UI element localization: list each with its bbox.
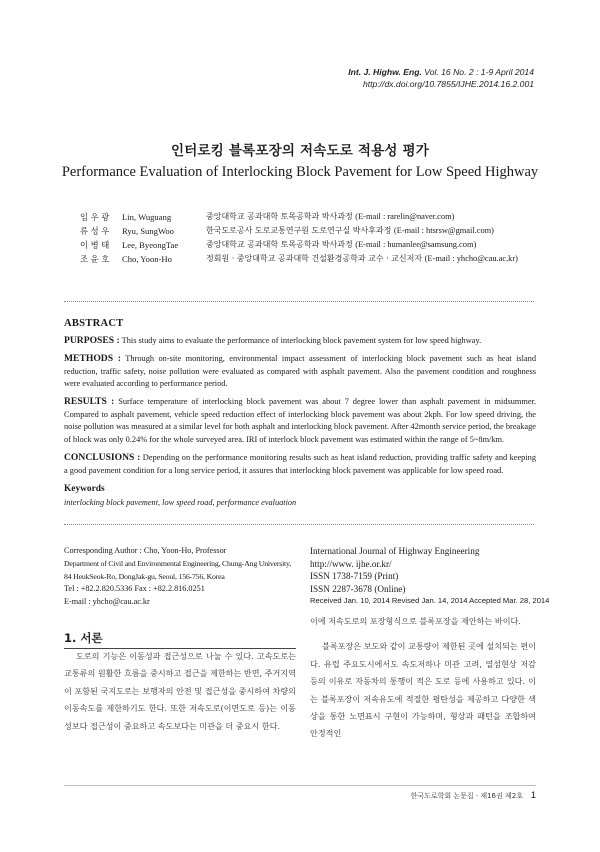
section-heading: 1. 서론 [64,631,103,645]
jinfo-line: ISSN 2287-3678 (Online) [310,583,406,594]
author-list [80,210,518,266]
jinfo-url[interactable]: http://www. ijhe.or.kr/ [310,558,392,569]
author-affiliation [206,252,518,266]
author-email: (E-mail : yhcho@cau.ac.kr) [424,254,518,263]
title-korean: 인터로킹 블록포장의 저속도로 적용성 평가 [171,143,429,159]
author-row [80,224,518,238]
affiliation-text: 중앙대학교 공과대학 토목공학과 박사과정 [206,240,353,249]
title-english: Performance Evaluation of Interlocking Block Pavement for Low Speed Highway [61,164,539,180]
body-column-left [64,648,296,735]
corr-line: Tel : +82.2.820.5336 Fax : +82.2.816.0251 [64,584,205,594]
journal-header [348,66,534,90]
author-name-ko: 임 우 광 [80,212,110,222]
footer-journal: 한국도로학회 논문집 · 제16권 제2호 [410,792,523,800]
methods-label: METHODS : [64,353,121,364]
corr-line: Corresponding Author : Cho, Yoon-Ho, Professor [64,546,227,555]
body-paragraph: 도로의 기능은 이동성과 접근성으로 나눌 수 있다. 고속도로는 교통류의 원활한 흐름을 중시하고 접근을 제한하는 반면, 주거지역이 포함된 국지도로는 보행자의 안전 및 접근성을 중시하여 차량의 이동속도를 제한하기도 한다. 또한 저속도로(이면도로 등)는 이동성보다 접근성이 중요하고 속도보다는 미관을 더 중요시 한다. [64,651,296,731]
keywords-heading: Keywords [64,484,105,494]
author-email: (E-mail : htsrsw@gmail.com) [393,226,494,235]
methods-text: Through on-site monitoring, environmental impact assessment of interlocking block pavement such as heat island reduction, traffic safety, noise pollution were evaluated as compared with asphalt pavement. Also the pavement condition and roughness were evaluated according to performance period. [64,354,536,389]
author-affiliation [206,238,476,252]
author-affiliation [206,224,494,238]
conclusions-text: Depending on the performance monitoring results such as heat island reduction, providing traffic safety and keeping a good pavement condition for a long service period, it assures that interlocking block pavement was applicable for low speed road. [64,453,537,475]
author-row [80,238,518,252]
author-name-ko: 조 윤 호 [80,254,110,264]
footer-rule [64,785,536,786]
purposes-text: This study aims to evaluate the performance of interlocking block pavement system for low speed highway. [121,336,482,345]
author-name-ko: 이 병 태 [80,240,110,250]
divider-dotted [64,524,534,525]
author-name-en: Cho, Yoon-Ho [122,254,172,264]
affiliation-text: 한국도로공사 도로교통연구원 도로연구실 박사후과정 [206,226,392,235]
abstract-conclusions [64,452,536,477]
author-row [80,210,518,224]
affiliation-text: 정회원 · 중앙대학교 공과대학 건설환경공학과 교수 · 교신저자 [206,254,423,263]
purposes-label: PURPOSES : [64,335,120,346]
conclusions-label: CONCLUSIONS : [64,452,141,463]
divider-dotted [64,301,534,302]
results-label: RESULTS : [64,396,115,407]
jinfo-line: International Journal of Highway Engineering [310,546,480,556]
journal-name: Int. J. Highw. Eng. [348,67,422,77]
journal-info [310,545,550,608]
corr-line: Department of Civil and Environmental Engineering, Chung-Ang University, [64,558,291,568]
body-paragraph: 이에 저속도로의 포장형식으로 블록포장을 제안하는 바이다. [310,616,521,626]
author-email: (E-mail : humanlee@samsung.com) [355,240,477,249]
abstract-methods [64,353,536,391]
journal-doi[interactable]: http://dx.doi.org/10.7855/IJHE.2014.16.2.001 [362,79,534,89]
page-number: 1 [530,790,536,800]
keywords-text: interlocking block pavement, low speed road, performance evaluation [64,498,297,507]
abstract-purposes [64,335,536,348]
corr-line: 84 HeukSeok-Ro, DongJak-gu, Seoul, 156-756, Korea [64,571,225,581]
jinfo-line: ISSN 1738-7159 (Print) [310,571,399,582]
abstract-heading: ABSTRACT [64,318,124,329]
author-name-en: Ryu, SungWoo [122,226,174,236]
body-paragraph: 블록포장은 보도와 같이 교통량이 제한된 곳에 설치되는 편이다. 유럽 주요도시에서도 속도저하나 미관 고려, 열섬현상 저감 등의 이유로 자동차의 통행이 적은 도로 등에 사용하고 있다. 이는 블록포장이 저속유도에 적절한 평탄성을 제공하고 다양한 색상을 통한 노면표시 구현이 가능하며, 형상과 패턴을 조합하여 안정적인 [310,641,536,739]
abstract-results [64,396,536,446]
journal-issue: Vol. 16 No. 2 : 1-9 April 2014 [424,67,534,77]
corr-email[interactable]: E-mail : yhcho@cau.ac.kr [64,597,150,607]
author-name-ko: 류 성 우 [80,226,110,236]
results-text: Surface temperature of interlocking block pavement was about 7 degree lower than asphalt pavement in midsummer. Compared to asphalt pavement, vehicle speed reduction effect of interlocking block pavement was about 2kph. For low speed driving, the noise pollution was measured at a similar level for both asphalt and interlocking block pavement. After 42month service period, the breakage of block was only 0.24% for the whole surveyed area. IRI of interlock block pavement was estimated within the range of 5~8m/km. [64,397,537,444]
jinfo-dates: Received Jan. 10, 2014 Revised Jan. 14, 2014 Accepted Mar. 28, 2014 [310,596,550,606]
affiliation-text: 중앙대학교 공과대학 토목공학과 박사과정 [206,212,353,221]
author-email: (E-mail : rarelin@naver.com) [355,212,455,221]
author-row [80,252,518,266]
author-name-en: Lee, ByeongTae [122,240,179,250]
author-name-en: Lin, Wuguang [122,212,172,222]
page-footer [411,790,536,801]
author-affiliation [206,210,454,224]
body-column-right [310,613,536,743]
corresponding-author [64,545,304,609]
